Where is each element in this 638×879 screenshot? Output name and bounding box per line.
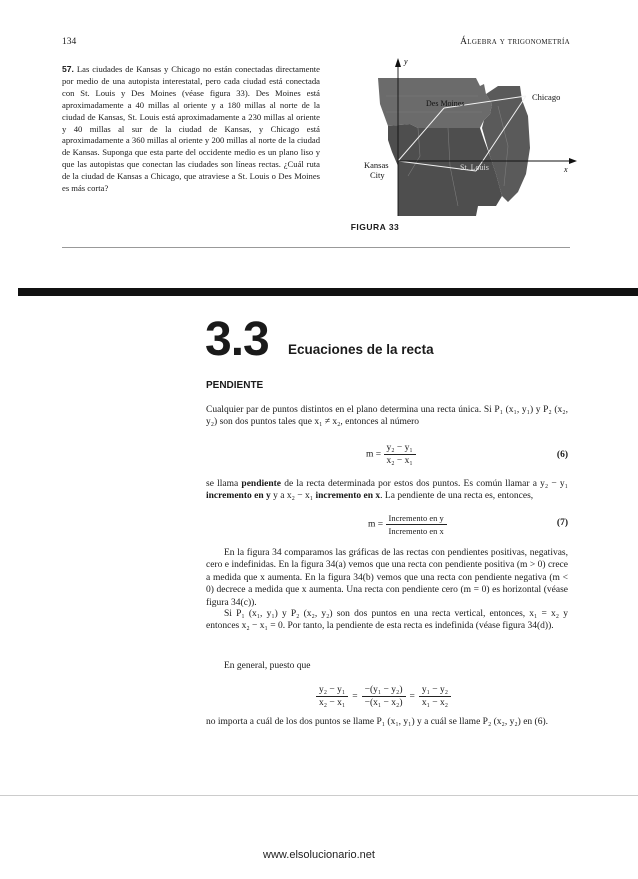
eq7-fraction [386, 512, 447, 537]
p2-term-pendiente: pendiente [241, 479, 281, 489]
eq6-lhs: m = [366, 449, 382, 460]
p2-part-e: y a x₂ − x₁ [270, 491, 316, 502]
equation-7-label: (7) [556, 518, 568, 528]
eq8-f1-den: x₂ − x₁ [319, 698, 346, 708]
section-number: 3.3 [205, 313, 269, 366]
eq8-equals-2: = [409, 691, 415, 702]
eq8-fraction-3 [419, 684, 451, 709]
eq8-fraction-2 [362, 684, 406, 709]
eq6-fraction [384, 442, 416, 467]
subheading-pendiente: PENDIENTE [206, 380, 264, 391]
equation-6 [366, 442, 416, 467]
eq8-f2-den: −(x₁ − x₂) [364, 698, 403, 708]
section-title: Ecuaciones de la recta [288, 342, 434, 357]
x-axis-arrow [569, 158, 577, 164]
eq8-fraction-1 [316, 684, 348, 709]
label-st-louis: St. Louis [460, 163, 489, 172]
paragraph-5: En general, puesto que [224, 661, 311, 671]
eq7-denominator: Incremento en x [388, 526, 444, 536]
running-title: Álgebra y trigonometría [460, 37, 570, 47]
axis-y-label: y [404, 57, 408, 66]
equation-8 [316, 684, 451, 709]
page-number: 134 [62, 37, 77, 47]
eq8-f1-num: y₂ − y₁ [316, 684, 348, 697]
eq8-f2-num: −(y₁ − y₂) [362, 684, 406, 697]
equation-7 [368, 512, 447, 537]
p2-part-g: . La pendiente de una recta es, entonces, [380, 491, 534, 502]
y-axis-arrow [395, 58, 401, 67]
paragraph-3: En la figura 34 comparamos las gráficas de las rectas con pendientes positivas, negativas, cero e indefinidas. En la figura 34(a) vemos que una recta con pendiente positiva (m > 0) crece a medida que x aumenta. En la figura 34(b) vemos que una recta con pendiente negativa (m < 0) decrece a medida que x aumenta. Una recta con pendiente cero (m = 0) es horizontal (véase figura 34(c)). [206, 548, 568, 608]
axis-x-label: x [564, 165, 568, 174]
paragraph-6: no importa a cuál de los dos puntos se llame P₁ (x₁, y₁) y a cuál se llame P₂ (x₂, y₂) en (6). [206, 717, 549, 727]
problem-57 [62, 64, 320, 195]
figure-33-map [358, 56, 578, 222]
eq7-lhs: m = [368, 519, 384, 530]
label-kansas: Kansas [364, 160, 389, 170]
footer-url[interactable]: www.elsolucionario.net [263, 849, 375, 861]
label-des-moines: Des Moines [426, 99, 465, 108]
eq8-f3-den: x₁ − x₂ [421, 698, 449, 708]
scan-artifact-line [0, 795, 638, 796]
p2-term-incremento-x: incremento en x [315, 491, 381, 502]
p2-term-incremento-y: incremento en y [206, 491, 271, 502]
paragraph-2 [206, 478, 568, 503]
label-city: City [370, 170, 385, 180]
eq7-numerator: Incremento en y [386, 512, 447, 525]
equation-6-label: (6) [556, 450, 568, 460]
problem-number: 57. [62, 64, 74, 74]
divider-thick [18, 288, 638, 296]
eq6-numerator: y₂ − y₁ [384, 442, 416, 455]
divider-thin [62, 247, 570, 248]
paragraph-1: Cualquier par de puntos distintos en el plano determina una recta única. Si P₁ (x₁, y₁) y P₂ (x₂, y₂) son dos puntos tales que x₁ ≠ x₂, entonces al número [206, 405, 568, 428]
eq8-f3-num: y₁ − y₂ [419, 684, 451, 697]
p2-part-c: de la recta determinada por estos dos puntos. Es común llamar a y₂ − y₁ [281, 479, 568, 489]
p2-part-a: se llama [206, 479, 242, 489]
label-chicago: Chicago [532, 92, 561, 102]
figure-caption: FIGURA 33 [350, 222, 400, 232]
problem-text: Las ciudades de Kansas y Chicago no están conectadas directamente por medio de una autopista interestatal, pero cada ciudad está conectada con St. Louis y Des Moines (véase figura 33). Des Moines está aproximadamente a 40 millas al oriente y a 180 millas al norte de la ciudad de Kansas, St. Louis está aproximadamente a 230 millas al oriente y 40 millas al sur de la ciudad de Kansas, y Chicago está aproximadamente a 360 millas al oriente y 200 millas al norte de la ciudad de Kansas. Suponga que esta parte del occidente medio es un plano liso y que las autopistas que conectan las ciudades son líneas rectas. ¿Cuál ruta de la ciudad de Kansas a Chicago, que atraviese a St. Louis o Des Moines es más corta? [62, 64, 320, 194]
paragraph-4: Si P₁ (x₁, y₁) y P₂ (x₂, y₂) son dos puntos en una recta vertical, entonces, x₁ = x₂ y entonces x₂ − x₁ = 0. Por tanto, la pendiente de esta recta es indefinida (véase figura 34(d)). [206, 609, 568, 632]
eq8-equals-1: = [352, 691, 358, 702]
eq6-denominator: x₂ − x₁ [386, 456, 413, 466]
